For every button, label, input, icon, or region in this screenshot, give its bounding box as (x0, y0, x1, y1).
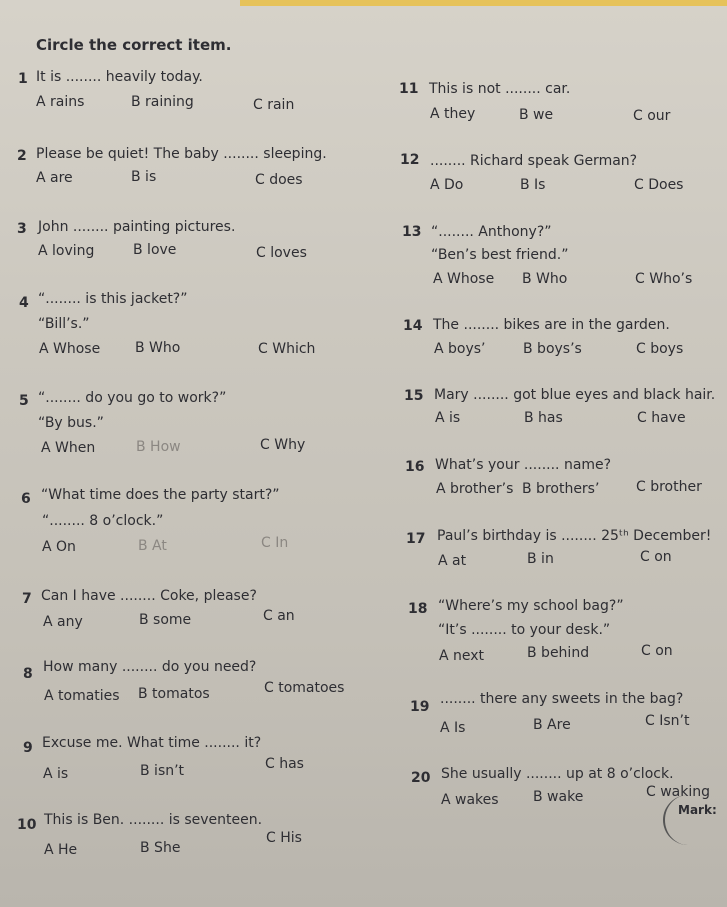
question-number: 5 (19, 393, 29, 409)
option-a[interactable]: A On (42, 539, 76, 555)
option-a[interactable]: A at (438, 553, 467, 569)
question-text: The ........ bikes are in the garden. (433, 317, 670, 333)
option-a[interactable]: A Whose (39, 341, 101, 357)
option-b[interactable]: B in (527, 551, 554, 567)
option-b[interactable]: B Who (522, 271, 568, 287)
option-c[interactable]: C tomatoes (264, 680, 345, 696)
option-c[interactable]: C His (266, 830, 302, 846)
question-number: 12 (400, 152, 420, 168)
option-b[interactable]: B At (138, 538, 167, 554)
answer-line: “It’s ........ to your desk.” (438, 622, 611, 638)
question-number: 3 (17, 221, 27, 237)
option-b[interactable]: B wake (533, 789, 584, 805)
option-b[interactable]: B we (519, 107, 554, 123)
instructions-title: Circle the correct item. (36, 36, 232, 54)
question-text: ........ Richard speak German? (430, 153, 638, 169)
option-b[interactable]: B She (140, 840, 181, 856)
question-number: 2 (17, 148, 27, 164)
option-b[interactable]: B is (131, 169, 157, 185)
option-c[interactable]: C have (637, 410, 686, 426)
question-text: John ........ painting pictures. (38, 219, 236, 235)
question-text: “........ Anthony?” (431, 224, 552, 240)
option-b[interactable]: B has (524, 410, 563, 426)
question-text: Can I have ........ Coke, please? (41, 588, 257, 604)
option-c[interactable]: C our (633, 108, 671, 124)
option-b[interactable]: B raining (131, 94, 194, 110)
option-a[interactable]: A brother’s (436, 481, 514, 497)
option-b[interactable]: B brothers’ (522, 481, 600, 497)
option-c[interactable]: C loves (256, 245, 307, 261)
option-a[interactable]: A tomaties (44, 688, 120, 704)
question-text: “........ do you go to work?” (38, 390, 227, 406)
question-text: She usually ........ up at 8 o’clock. (441, 766, 674, 782)
question-text: Mary ........ got blue eyes and black hair. (434, 387, 716, 403)
question-number: 9 (23, 740, 33, 756)
option-b[interactable]: B some (139, 612, 192, 628)
option-c[interactable]: C Who’s (635, 271, 693, 287)
question-text: Paul’s birthday is ........ 25ᵗʰ December! (437, 528, 712, 544)
question-number: 7 (22, 591, 32, 607)
question-number: 6 (21, 491, 31, 507)
question-text: “What time does the party start?” (41, 487, 280, 503)
question-number: 8 (23, 666, 33, 682)
option-c[interactable]: C In (261, 535, 289, 551)
option-b[interactable]: B How (136, 439, 181, 455)
option-a[interactable]: A He (44, 842, 78, 858)
question-text: This is Ben. ........ is seventeen. (44, 812, 263, 828)
option-b[interactable]: B Are (533, 717, 571, 733)
option-a[interactable]: A is (43, 766, 69, 782)
question-number: 4 (19, 295, 29, 311)
option-c[interactable]: C does (255, 172, 303, 188)
option-c[interactable]: C has (265, 756, 304, 772)
question-number: 20 (411, 770, 431, 786)
question-number: 13 (402, 224, 422, 240)
option-c[interactable]: C an (263, 608, 295, 624)
question-text: Please be quiet! The baby ........ sleeping. (36, 146, 327, 162)
question-number: 18 (408, 601, 428, 617)
answer-line: “Ben’s best friend.” (431, 247, 569, 263)
option-c[interactable]: C rain (253, 97, 295, 113)
option-a[interactable]: A any (43, 614, 83, 630)
question-number: 15 (404, 388, 424, 404)
question-number: 14 (403, 318, 423, 334)
option-c[interactable]: C Which (258, 341, 316, 357)
option-a[interactable]: A Whose (433, 271, 495, 287)
question-text: What’s your ........ name? (435, 457, 612, 473)
option-b[interactable]: B Who (135, 340, 181, 356)
option-b[interactable]: B Is (520, 177, 546, 193)
option-c[interactable]: C Isn’t (645, 713, 690, 729)
option-b[interactable]: B tomatos (138, 686, 210, 702)
answer-line: “Bill’s.” (38, 316, 90, 332)
option-a[interactable]: A boys’ (434, 341, 486, 357)
option-c[interactable]: C on (640, 549, 672, 565)
page-top-band (240, 0, 727, 6)
answer-line: “........ 8 o’clock.” (42, 513, 164, 529)
question-text: Excuse me. What time ........ it? (42, 735, 262, 751)
question-text: How many ........ do you need? (43, 659, 257, 675)
question-text: ........ there any sweets in the bag? (440, 691, 684, 707)
option-c[interactable]: C Why (260, 437, 306, 453)
option-c[interactable]: C Does (634, 177, 684, 193)
option-b[interactable]: B love (133, 242, 177, 258)
option-a[interactable]: A they (430, 106, 476, 122)
question-number: 19 (410, 699, 430, 715)
question-number: 1 (18, 71, 28, 87)
answer-line: “By bus.” (38, 415, 104, 431)
question-number: 11 (399, 81, 419, 97)
option-a[interactable]: A loving (38, 243, 95, 259)
question-text: It is ........ heavily today. (36, 69, 203, 85)
option-c[interactable]: C waking (646, 784, 711, 800)
mark-label: Mark: (678, 803, 717, 817)
option-b[interactable]: B boys’s (523, 341, 582, 357)
option-a[interactable]: A rains (36, 94, 85, 110)
question-text: This is not ........ car. (429, 81, 571, 97)
option-c[interactable]: C brother (636, 479, 702, 495)
question-text: “Where’s my school bag?” (438, 598, 624, 614)
option-a[interactable]: A next (439, 648, 485, 664)
option-a[interactable]: A When (41, 440, 96, 456)
option-b[interactable]: B isn’t (140, 763, 185, 779)
question-number: 17 (406, 531, 426, 547)
option-a[interactable]: A Is (440, 720, 466, 736)
option-b[interactable]: B behind (527, 645, 590, 661)
option-a[interactable]: A is (435, 410, 461, 426)
question-text: “........ is this jacket?” (38, 291, 188, 307)
option-a[interactable]: A Do (430, 177, 464, 193)
option-c[interactable]: C boys (636, 341, 684, 357)
question-number: 16 (405, 459, 425, 475)
question-number: 10 (17, 817, 37, 833)
option-c[interactable]: C on (641, 643, 673, 659)
option-a[interactable]: A are (36, 170, 73, 186)
option-a[interactable]: A wakes (441, 792, 499, 808)
